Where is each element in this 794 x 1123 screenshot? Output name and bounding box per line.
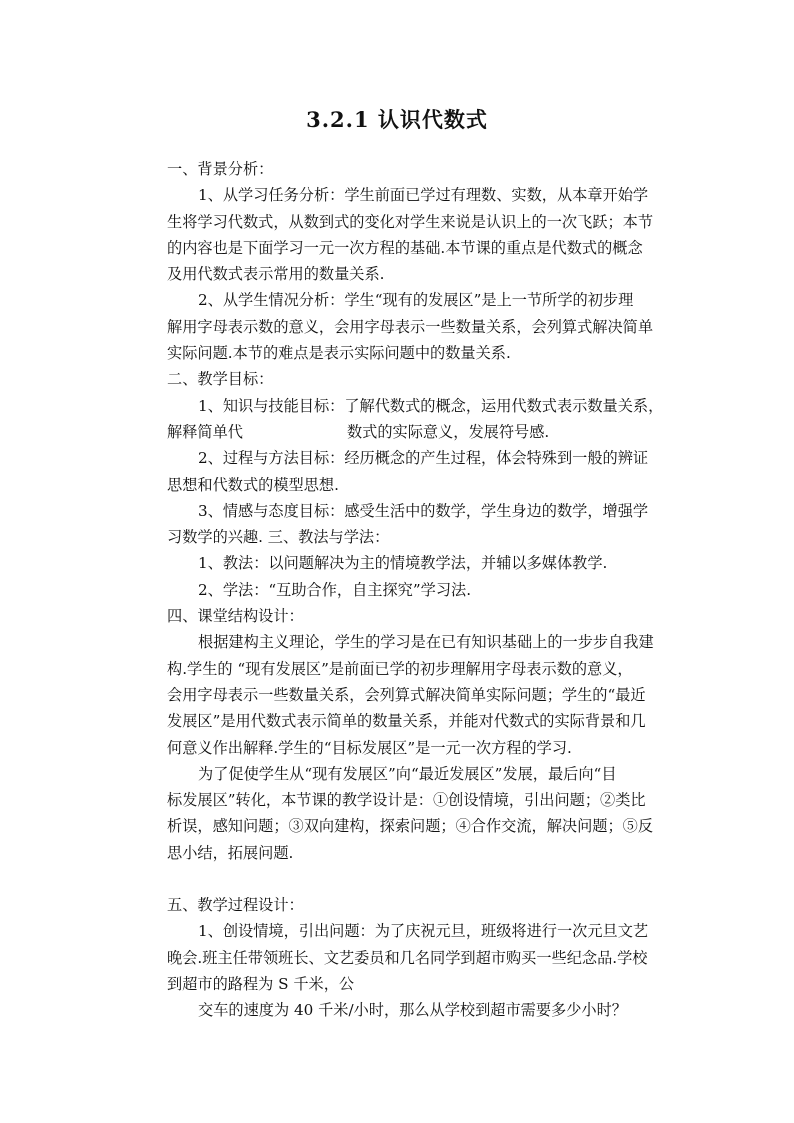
paragraph-fragment: 数式的实际意义，发展符号感. (346, 422, 550, 441)
paragraph-line: 2、从学生情况分析：学生“现有的发展区”是上一节所学的初步理 (198, 291, 634, 310)
paragraph-line: 3、情感与态度目标：感受生活中的数学，学生身边的数学，增强学 (198, 501, 649, 520)
paragraph-line: 2、过程与方法目标：经历概念的产生过程，体会特殊到一般的辨证 (198, 449, 649, 468)
paragraph-line: 1、教法：以问题解决为主的情境教学法，并辅以多媒体教学. (198, 554, 608, 573)
paragraph-line: 析误，感知问题；③双向建构，探索问题；④合作交流，解决问题；⑤反 (167, 817, 653, 836)
paragraph-line: 交车的速度为 40 千米/小时，那么从学校到超市需要多少小时？ (198, 1001, 627, 1020)
paragraph-line: 1、从学习任务分析：学生前面已学过有理数、实数，从本章开始学 (198, 186, 649, 205)
paragraph-line: 实际问题.本节的难点是表示实际问题中的数量关系. (167, 344, 511, 363)
paragraph-line: 何意义作出解释.学生的“目标发展区”是一元一次方程的学习. (167, 738, 572, 757)
section-heading-background: 一、背景分析： (167, 160, 274, 178)
paragraph-line: 2、学法：“互助合作，自主探究”学习法. (198, 580, 472, 599)
paragraph-line (167, 419, 677, 445)
section-heading-structure: 四、课堂结构设计： (167, 607, 304, 626)
paragraph-line: 生将学习代数式，从数到式的变化对学生来说是认识上的一次飞跃；本节 (167, 212, 653, 231)
paragraph-line: 1、知识与技能目标：了解代数式的概念，运用代数式表示数量关系， (198, 396, 664, 415)
paragraph-line: 根据建构主义理论，学生的学习是在已有知识基础上的一步步自我建 (198, 633, 654, 652)
document-body (167, 156, 677, 1024)
paragraph-line: 思小结，拓展问题. (167, 843, 294, 862)
paragraph-line: 构.学生的 “现有发展区”是前面已学的初步理解用字母表示数的意义， (167, 659, 633, 678)
paragraph-line: 发展区”是用代数式表示简单的数量关系，并能对代数式的实际背景和几 (167, 712, 646, 731)
section-heading-process: 五、教学过程设计： (167, 896, 304, 915)
paragraph-line: 1、创设情境，引出问题：为了庆祝元旦，班级将进行一次元旦文艺 (198, 922, 649, 941)
paragraph-line: 解用字母表示数的意义，会用字母表示一些数量关系，会列算式解决简单 (167, 317, 653, 336)
paragraph-line: 标发展区”转化，本节课的教学设计是：①创设情境，引出问题；②类比 (167, 791, 646, 810)
paragraph-line: 为了促使学生从“现有发展区”向“最近发展区”发展，最后向“目 (198, 764, 617, 783)
paragraph-line: 晚会.班主任带领班长、文艺委员和几名同学到超市购买一些纪念品.学校 (167, 948, 648, 967)
paragraph-line: 习数学的兴趣. 三、教法与学法： (167, 528, 390, 547)
blank-line (167, 866, 677, 892)
paragraph-line: 及用代数式表示常用的数量关系. (167, 265, 385, 284)
paragraph-fragment: 解释简单代 (167, 422, 243, 441)
section-heading-objectives: 二、教学目标： (167, 370, 274, 389)
paragraph-line: 会用字母表示一些数量关系，会列算式解决简单实际问题；学生的“最近 (167, 685, 646, 704)
page-title: 3.2.1 认识代数式 (306, 107, 488, 132)
paragraph-line: 思想和代数式的模型思想. (167, 475, 339, 494)
paragraph-line: 的内容也是下面学习一元一次方程的基础.本节课的重点是代数式的概念 (167, 238, 643, 257)
paragraph-line: 到超市的路程为 S 千米，公 (167, 974, 355, 993)
